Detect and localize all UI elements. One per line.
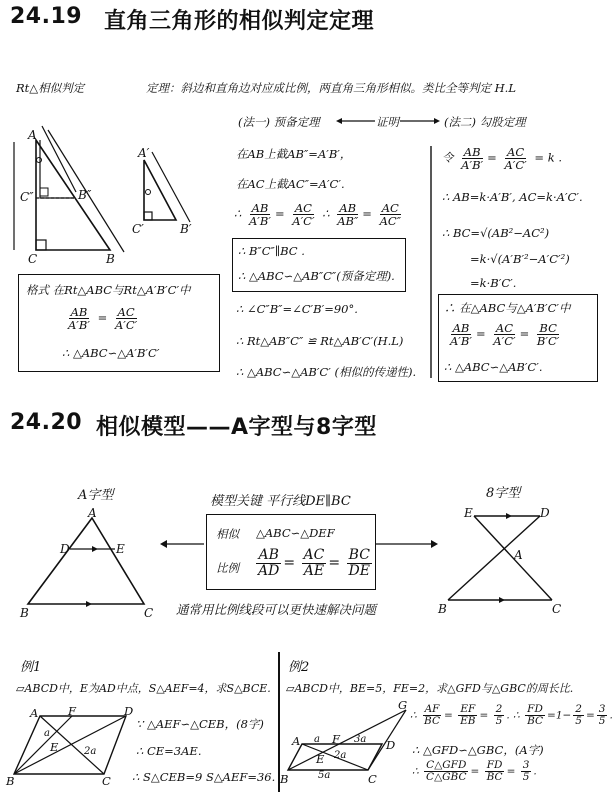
eight-model-label: 8字型 xyxy=(486,486,521,501)
example1-answer1: ∵ △AEF∽△CEB，(8字) xyxy=(136,717,264,731)
ex1-pt-D: D xyxy=(124,704,134,718)
ex2-pt-E: E xyxy=(316,752,325,766)
example2-answer2: ∴ △GFD∽△GBC，(A字) xyxy=(412,743,544,757)
model-ratio-label: 比例 xyxy=(216,561,239,575)
m2-line5: =k·B′C′. xyxy=(470,276,517,290)
model-key: 模型关键 平行线DE∥BC xyxy=(210,494,351,509)
section-title: 直角三角形的相似判定定理 xyxy=(104,9,375,34)
a-model-label: A字型 xyxy=(78,488,114,503)
e-pt-E: E xyxy=(464,506,473,520)
m1-step4: ∴ ∠C″B″=∠C′B′=90°. xyxy=(236,302,358,316)
example2-question: ▱ABCD中，BE=5，FE=2，求△GFD与△GBC的周长比. xyxy=(286,682,574,695)
method1-label: (法一) 预备定理 xyxy=(238,115,320,129)
ex1-pt-A: A xyxy=(30,706,39,720)
example1-answer2: ∴ CE=3AE. xyxy=(136,744,202,758)
a-pt-E: E xyxy=(116,542,125,556)
pt-B: B xyxy=(106,252,115,266)
a-pt-B: B xyxy=(20,606,29,620)
pt-C1: C′ xyxy=(132,222,144,236)
ex2-pt-G: G xyxy=(398,698,408,712)
model-sim-value: △ABC∽△DEF xyxy=(256,526,335,540)
m2-box-ratio: $\frac{AB}{A'B'}$ = $\frac{AC}{A'C'}$ = $\frac{BC}{B'C'}$ xyxy=(450,321,560,349)
pt-B2: B″ xyxy=(78,188,92,202)
ex2-pt-D: D xyxy=(386,738,396,752)
ex1-pt-F: F xyxy=(68,704,76,718)
format-title: 格式 在Rt△ABC与Rt△A′B′C′中 xyxy=(26,283,191,297)
format-ratio: $\frac{AB}{A'B'}$ = $\frac{AC}{A'C'}$ xyxy=(68,305,138,333)
section2-number: 24.20 xyxy=(10,410,83,435)
ex2-pt-B: B xyxy=(280,772,289,786)
method2-label: (法二) 勾股定理 xyxy=(444,115,526,129)
e-pt-C: C xyxy=(552,602,562,616)
e-pt-B: B xyxy=(438,602,447,616)
ex1-seg-a: a xyxy=(44,728,50,739)
m2-box-result: ∴ △ABC∽△AB′C′. xyxy=(444,360,543,374)
pt-C: C xyxy=(28,252,38,266)
m2-line2: ∴ AB=k·A′B′, AC=k·A′C′. xyxy=(442,190,583,204)
example2-answer3: ∴ $\frac{\text{C△GFD}}{\text{C△GBC}}$ = $\frac{FD}{BC}$ = $\frac{3}{5}$ . xyxy=(412,759,537,784)
m1-step3: ∴ $\frac{AB}{A'B'}$ = $\frac{AC}{A'C'}$ ∴ $\frac{AB}{AB''}$ = $\frac{AC}{AC''}$ xyxy=(234,201,401,229)
m1-step1: 在AB上截AB″=A′B′， xyxy=(236,147,352,161)
ex1-pt-C: C xyxy=(102,774,111,788)
a-pt-C: C xyxy=(144,606,154,620)
m1-step2: 在AC上截AC″=A′C′. xyxy=(236,177,345,191)
m2-line4: =k·√(A′B′²−A′C′²) xyxy=(470,252,570,266)
pt-B1: B′ xyxy=(180,222,192,236)
ex2-pt-C: C xyxy=(368,772,377,786)
example1-question: ▱ABCD中，E为AD中点，S△AEF=4，求S△BCE. xyxy=(16,682,271,695)
ex2-pt-F: F xyxy=(332,732,340,746)
example2-title: 例2 xyxy=(288,660,310,675)
pt-C2: C″ xyxy=(20,190,34,204)
e-pt-A: A xyxy=(514,548,523,562)
m1-step5: ∴ Rt△AB″C″ ≌ Rt△AB′C′(H.L) xyxy=(236,334,404,348)
section2-title: 相似模型——A字型与8字型 xyxy=(96,415,377,440)
a-pt-D: D xyxy=(60,542,70,556)
m1-box-line2: ∴ △ABC∽△AB″C″(预备定理). xyxy=(238,269,395,283)
example1-title: 例1 xyxy=(20,660,42,675)
pt-A: A xyxy=(28,128,37,142)
ex2-pt-A: A xyxy=(292,734,301,748)
ex2-seg-3a: 3a xyxy=(354,734,367,745)
example1-answer3: ∴ S△CEB=9 S△AEF=36. xyxy=(132,770,276,784)
a-pt-A: A xyxy=(88,506,97,520)
section-number: 24.19 xyxy=(10,4,83,29)
rt-similarity-label: Rt△相似判定 xyxy=(16,81,85,95)
theorem-text: 定理：斜边和直角边对应成比例，两直角三角形相似。类比全等判定 H.L xyxy=(146,81,516,95)
example2-answer1: ∴ $\frac{AF}{BC}$ = $\frac{EF}{EB}$ = $\frac{2}{5}$ . ∴ $\frac{FD}{BC}$ =1− $\frac{2}{5}$ = $\frac{3}{5}$ . xyxy=(410,703,613,728)
model-ratio: $\frac{AB}{AD}$ = $\frac{AC}{AE}$ = $\frac{BC}{DE}$ xyxy=(258,547,370,579)
format-result: ∴ △ABC∽△A′B′C′ xyxy=(62,346,160,360)
pt-A1: A′ xyxy=(138,146,150,160)
ex1-pt-B: B xyxy=(6,774,15,788)
m2-box-title: ∴ 在△ABC与△A′B′C′中 xyxy=(444,301,571,315)
m2-let: 令 $\frac{AB}{A'B'}$ = $\frac{AC}{A'C'}$ = k . xyxy=(442,145,562,173)
ex1-seg-2a: 2a xyxy=(84,746,97,757)
ex2-seg-a: a xyxy=(314,734,320,745)
e-pt-D: D xyxy=(540,506,550,520)
m1-box-line1: ∴ B″C″∥BC . xyxy=(238,244,305,258)
model-tip: 通常用比例线段可以更快速解决问题 xyxy=(176,602,377,617)
ex2-seg-5a: 5a xyxy=(318,770,331,781)
proof-label: 证明 xyxy=(376,115,399,129)
model-sim-label: 相似 xyxy=(216,527,239,541)
m2-line3: ∴ BC=√(AB²−AC²) xyxy=(442,226,550,240)
ex2-seg-2a: 2a xyxy=(334,750,347,761)
ex1-pt-E: E xyxy=(50,740,59,754)
m1-step6: ∴ △ABC∽△AB′C′ (相似的传递性). xyxy=(236,365,417,379)
